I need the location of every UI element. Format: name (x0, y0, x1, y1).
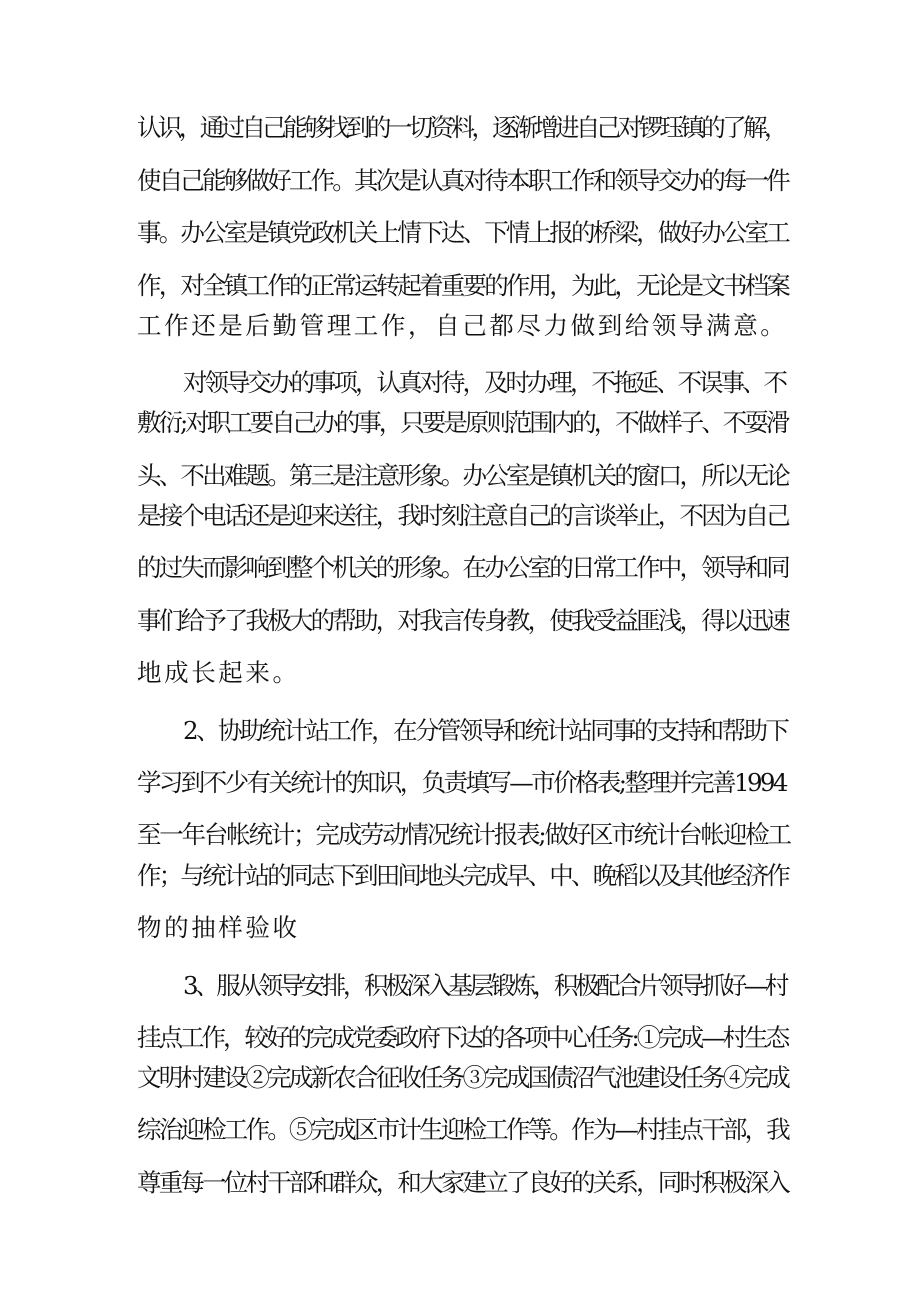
text-line: 作，对全镇工作的正常运转起着重要的作用，为此，无论是文书档案 (137, 271, 788, 300)
text-line: 文明村建设②完成新农合征收任务③完成国债沼气池建设任务④完成 (137, 1063, 788, 1092)
text-line: 对领导交办的事项，认真对待，及时办理，不拖延、不误事、不 (183, 368, 785, 397)
text-line: 挂点工作，较好的完成党委政府下达的各项中心任务:①完成—村生态 (137, 1023, 788, 1052)
text-line: 事。办公室是镇党政机关上情下达、下情上报的桥梁，做好办公室工 (137, 218, 788, 247)
text-line: 头、不出难题。第三是注意形象。办公室是镇机关的窗口，所以无论 (137, 461, 788, 490)
text-line: 敷衍;对职工要自己办的事，只要是原则范围内的，不做样子、不耍滑 (137, 408, 788, 437)
text-line: 作；与统计站的同志下到田间地头完成早、中、晚稻以及其他经济作 (137, 861, 788, 890)
text-line: 2、协助统计站工作，在分管领导和统计站同事的支持和帮助下 (183, 716, 788, 745)
text-line: 至一年台帐统计；完成劳动情况统计报表;做好区市统计台帐迎检工 (137, 820, 790, 849)
text-line: 3、服从领导安排，积极深入基层锻炼，积极配合片领导抓好—村 (183, 971, 786, 1000)
text-line: 是接个电话还是迎来送往，我时刻注意自己的言谈举止，不因为自己 (137, 501, 788, 530)
text-line: 的过失而影响到整个机关的形象。在办公室的日常工作中，领导和同 (137, 553, 788, 582)
text-line: 尊重每一位村干部和群众，和大家建立了良好的关系，同时积极深入 (137, 1168, 788, 1197)
text-line: 综治迎检工作。⑤完成区市计生迎检工作等。作为—村挂点干部，我 (137, 1115, 788, 1144)
text-line: 使自己能够做好工作。其次是认真对待本职工作和领导交办的每一件 (137, 166, 788, 195)
text-line: 认识，通过自己能够找到的一切资料，逐渐增进自己对锣珏镇的了解， (137, 113, 785, 142)
text-line: 学习到不少有关统计的知识，负责填写—市价格表;整理并完善1994 (137, 768, 786, 797)
text-line: 地成长起来。 (137, 658, 300, 687)
text-line: 事们给予了我极大的帮助，对我言传身教，使我受益匪浅，得以迅速 (137, 606, 788, 635)
text-line: 物的抽样验收 (137, 913, 300, 942)
text-line: 工作还是后勤管理工作，自己都尽力做到给领导满意。 (137, 311, 788, 340)
